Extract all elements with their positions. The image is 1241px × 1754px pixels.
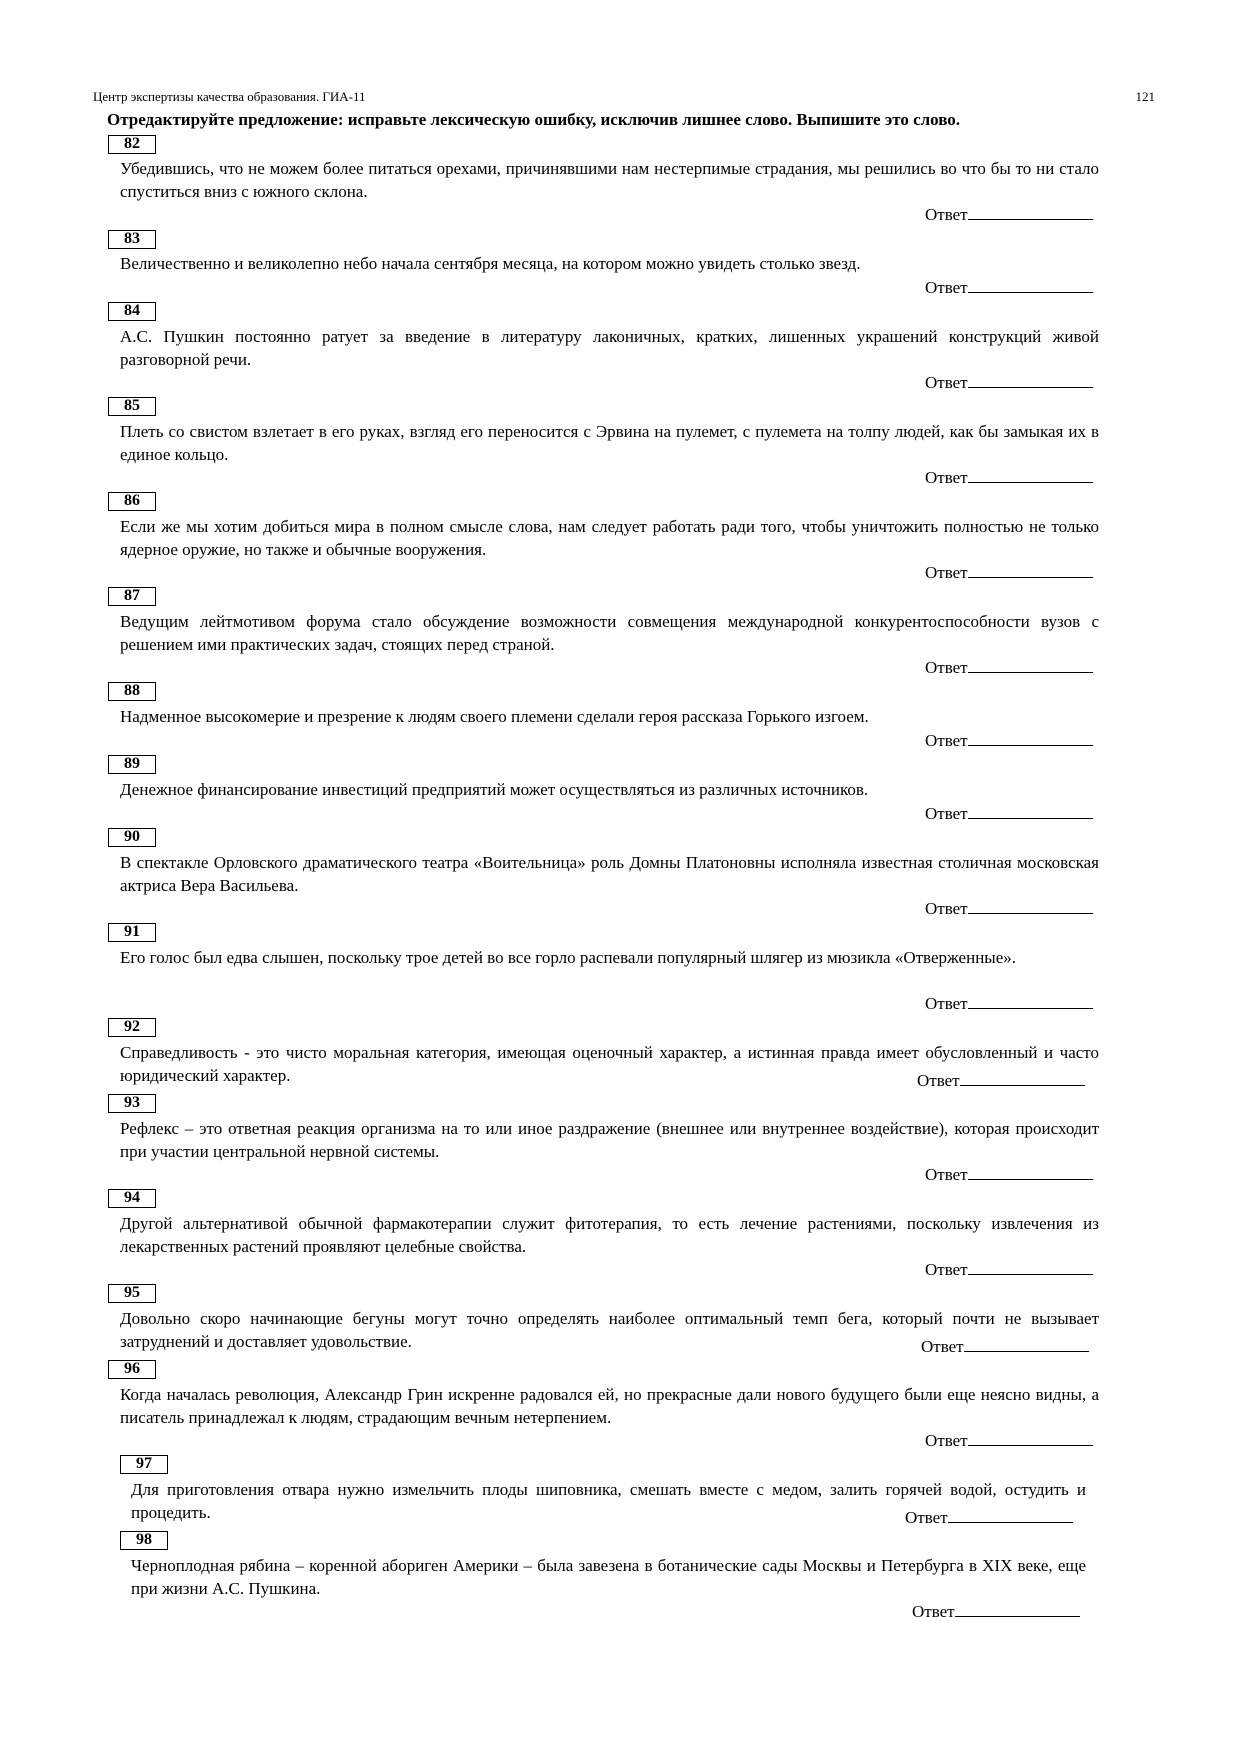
answer-label: Ответ: [925, 563, 968, 582]
answer-line[interactable]: [968, 802, 1093, 819]
answer-label: Ответ: [925, 1431, 968, 1450]
answer-field[interactable]: [925, 1258, 1093, 1280]
task-text: Плеть со свистом взлетает в его руках, взгляд его переносится с Эрвина на пулемет, с пулемета на толпу людей, как бы замыкая их в единое кольцо.: [120, 422, 1099, 464]
answer-label: Ответ: [925, 205, 968, 224]
answer-field[interactable]: [925, 466, 1093, 488]
answer-field[interactable]: [912, 1600, 1080, 1622]
task-number: 91: [108, 923, 156, 942]
answer-field[interactable]: [925, 1163, 1093, 1185]
task-text: А.С. Пушкин постоянно ратует за введение в литературу лаконичных, кратких, лишенных украшений конструкций живой разговорной речи.: [120, 327, 1099, 369]
task-text: Когда началась революция, Александр Грин искренне радовался ей, но прекрасные дали нового будущего были еще неясно видны, а писатель принадлежал к людям, страдающим вечным нетерпением.: [120, 1385, 1099, 1427]
answer-field[interactable]: [925, 276, 1093, 298]
answer-line[interactable]: [968, 992, 1093, 1009]
answer-line[interactable]: [968, 729, 1093, 746]
answer-field[interactable]: [925, 371, 1093, 393]
answer-field[interactable]: [925, 1429, 1093, 1451]
answer-label: Ответ: [925, 373, 968, 392]
answer-label: Ответ: [925, 994, 968, 1013]
task-text: Довольно скоро начинающие бегуны могут точно определять наиболее оптимальный темп бега, который почти не вызывает затруднений и доставляет удовольствие.: [120, 1309, 1099, 1351]
answer-line[interactable]: [968, 1258, 1093, 1275]
task-text: Если же мы хотим добиться мира в полном смысле слова, нам следует работать ради того, чтобы уничтожить полностью не только ядерное оружие, но также и обычные вооружения.: [120, 517, 1099, 559]
task-number: 96: [108, 1360, 156, 1379]
answer-label: Ответ: [917, 1071, 960, 1090]
task-text: Убедившись, что не можем более питаться орехами, причинявшими нам нестерпимые страдания, мы решились во что бы то ни стало спуститься вниз с южного склона.: [120, 159, 1099, 201]
answer-label: Ответ: [925, 804, 968, 823]
task-number: 84: [108, 302, 156, 321]
answer-label: Ответ: [925, 899, 968, 918]
task-number: 83: [108, 230, 156, 249]
task-text: Для приготовления отвара нужно измельчить плоды шиповника, смешать вместе с медом, залить горячей водой, остудить и процедить.: [131, 1480, 1086, 1522]
answer-field[interactable]: [925, 729, 1093, 751]
task-number: 94: [108, 1189, 156, 1208]
task-text: Справедливость - это чисто моральная категория, имеющая оценочный характер, а истинная правда имеет обусловленный и часто юридический характер.: [120, 1043, 1099, 1085]
task-text: Рефлекс – это ответная реакция организма на то или иное раздражение (внешнее или внутреннее воздействие), которая происходит при участии центральной нервной системы.: [120, 1119, 1099, 1161]
answer-field[interactable]: [921, 1335, 1089, 1357]
answer-line[interactable]: [968, 1429, 1093, 1446]
task-number: 89: [108, 755, 156, 774]
page-header: Центр экспертизы качества образования. ГИА-11: [93, 89, 366, 104]
answer-label: Ответ: [925, 1165, 968, 1184]
answer-label: Ответ: [912, 1602, 955, 1621]
task-number: 87: [108, 587, 156, 606]
answer-line[interactable]: [968, 561, 1093, 578]
page-number: 121: [1135, 89, 1155, 104]
answer-label: Ответ: [925, 1260, 968, 1279]
task-number: 92: [108, 1018, 156, 1037]
instruction: Отредактируйте предложение: исправьте лексическую ошибку, исключив лишнее слово. Выпишите это слово.: [107, 110, 961, 129]
task-text: Его голос был едва слышен, поскольку трое детей во все горло распевали популярный шлягер из мюзикла «Отверженные».: [120, 948, 1017, 967]
answer-label: Ответ: [925, 468, 968, 487]
answer-field[interactable]: [917, 1069, 1085, 1091]
task-text: Величественно и великолепно небо начала сентября месяца, на котором можно увидеть столько звезд.: [120, 254, 861, 273]
task-number: 88: [108, 682, 156, 701]
answer-line[interactable]: [968, 466, 1093, 483]
answer-label: Ответ: [921, 1337, 964, 1356]
answer-line[interactable]: [968, 897, 1093, 914]
answer-field[interactable]: [905, 1506, 1073, 1528]
answer-field[interactable]: [925, 802, 1093, 824]
answer-line[interactable]: [948, 1506, 1073, 1523]
task-text: Ведущим лейтмотивом форума стало обсуждение возможности совмещения международной конкурентоспособности вузов с решением ими практических задач, стоящих перед страной.: [120, 612, 1099, 654]
task-text: Денежное финансирование инвестиций предприятий может осуществляться из различных источников.: [120, 780, 869, 799]
answer-line[interactable]: [968, 656, 1093, 673]
task-number: 82: [108, 135, 156, 154]
answer-label: Ответ: [925, 731, 968, 750]
answer-field[interactable]: [925, 561, 1093, 583]
answer-label: Ответ: [925, 658, 968, 677]
task-number: 85: [108, 397, 156, 416]
answer-label: Ответ: [905, 1508, 948, 1527]
answer-line[interactable]: [964, 1335, 1089, 1352]
answer-line[interactable]: [968, 371, 1093, 388]
task-number: 98: [120, 1531, 168, 1550]
answer-label: Ответ: [925, 278, 968, 297]
task-number: 97: [120, 1455, 168, 1474]
task-number: 90: [108, 828, 156, 847]
answer-field[interactable]: [925, 897, 1093, 919]
answer-field[interactable]: [925, 656, 1093, 678]
task-number: 93: [108, 1094, 156, 1113]
answer-line[interactable]: [960, 1069, 1085, 1086]
task-text: Черноплодная рябина – коренной абориген Америки – была завезена в ботанические сады Москвы и Петербурга в XIX веке, еще при жизни А.С. Пушкина.: [131, 1556, 1086, 1598]
answer-line[interactable]: [955, 1600, 1080, 1617]
task-text: Надменное высокомерие и презрение к людям своего племени сделали героя рассказа Горького изгоем.: [120, 707, 869, 726]
task-text: Другой альтернативой обычной фармакотерапии служит фитотерапия, то есть лечение растениями, поскольку извлечения из лекарственных растений проявляют целебные свойства.: [120, 1214, 1099, 1256]
task-text: В спектакле Орловского драматического театра «Воительница» роль Домны Платоновны исполняла известная столичная московская актриса Вера Васильева.: [120, 853, 1099, 895]
answer-line[interactable]: [968, 1163, 1093, 1180]
answer-field[interactable]: [925, 203, 1093, 225]
task-number: 86: [108, 492, 156, 511]
answer-line[interactable]: [968, 276, 1093, 293]
task-number: 95: [108, 1284, 156, 1303]
answer-field[interactable]: [925, 992, 1093, 1014]
answer-line[interactable]: [968, 203, 1093, 220]
